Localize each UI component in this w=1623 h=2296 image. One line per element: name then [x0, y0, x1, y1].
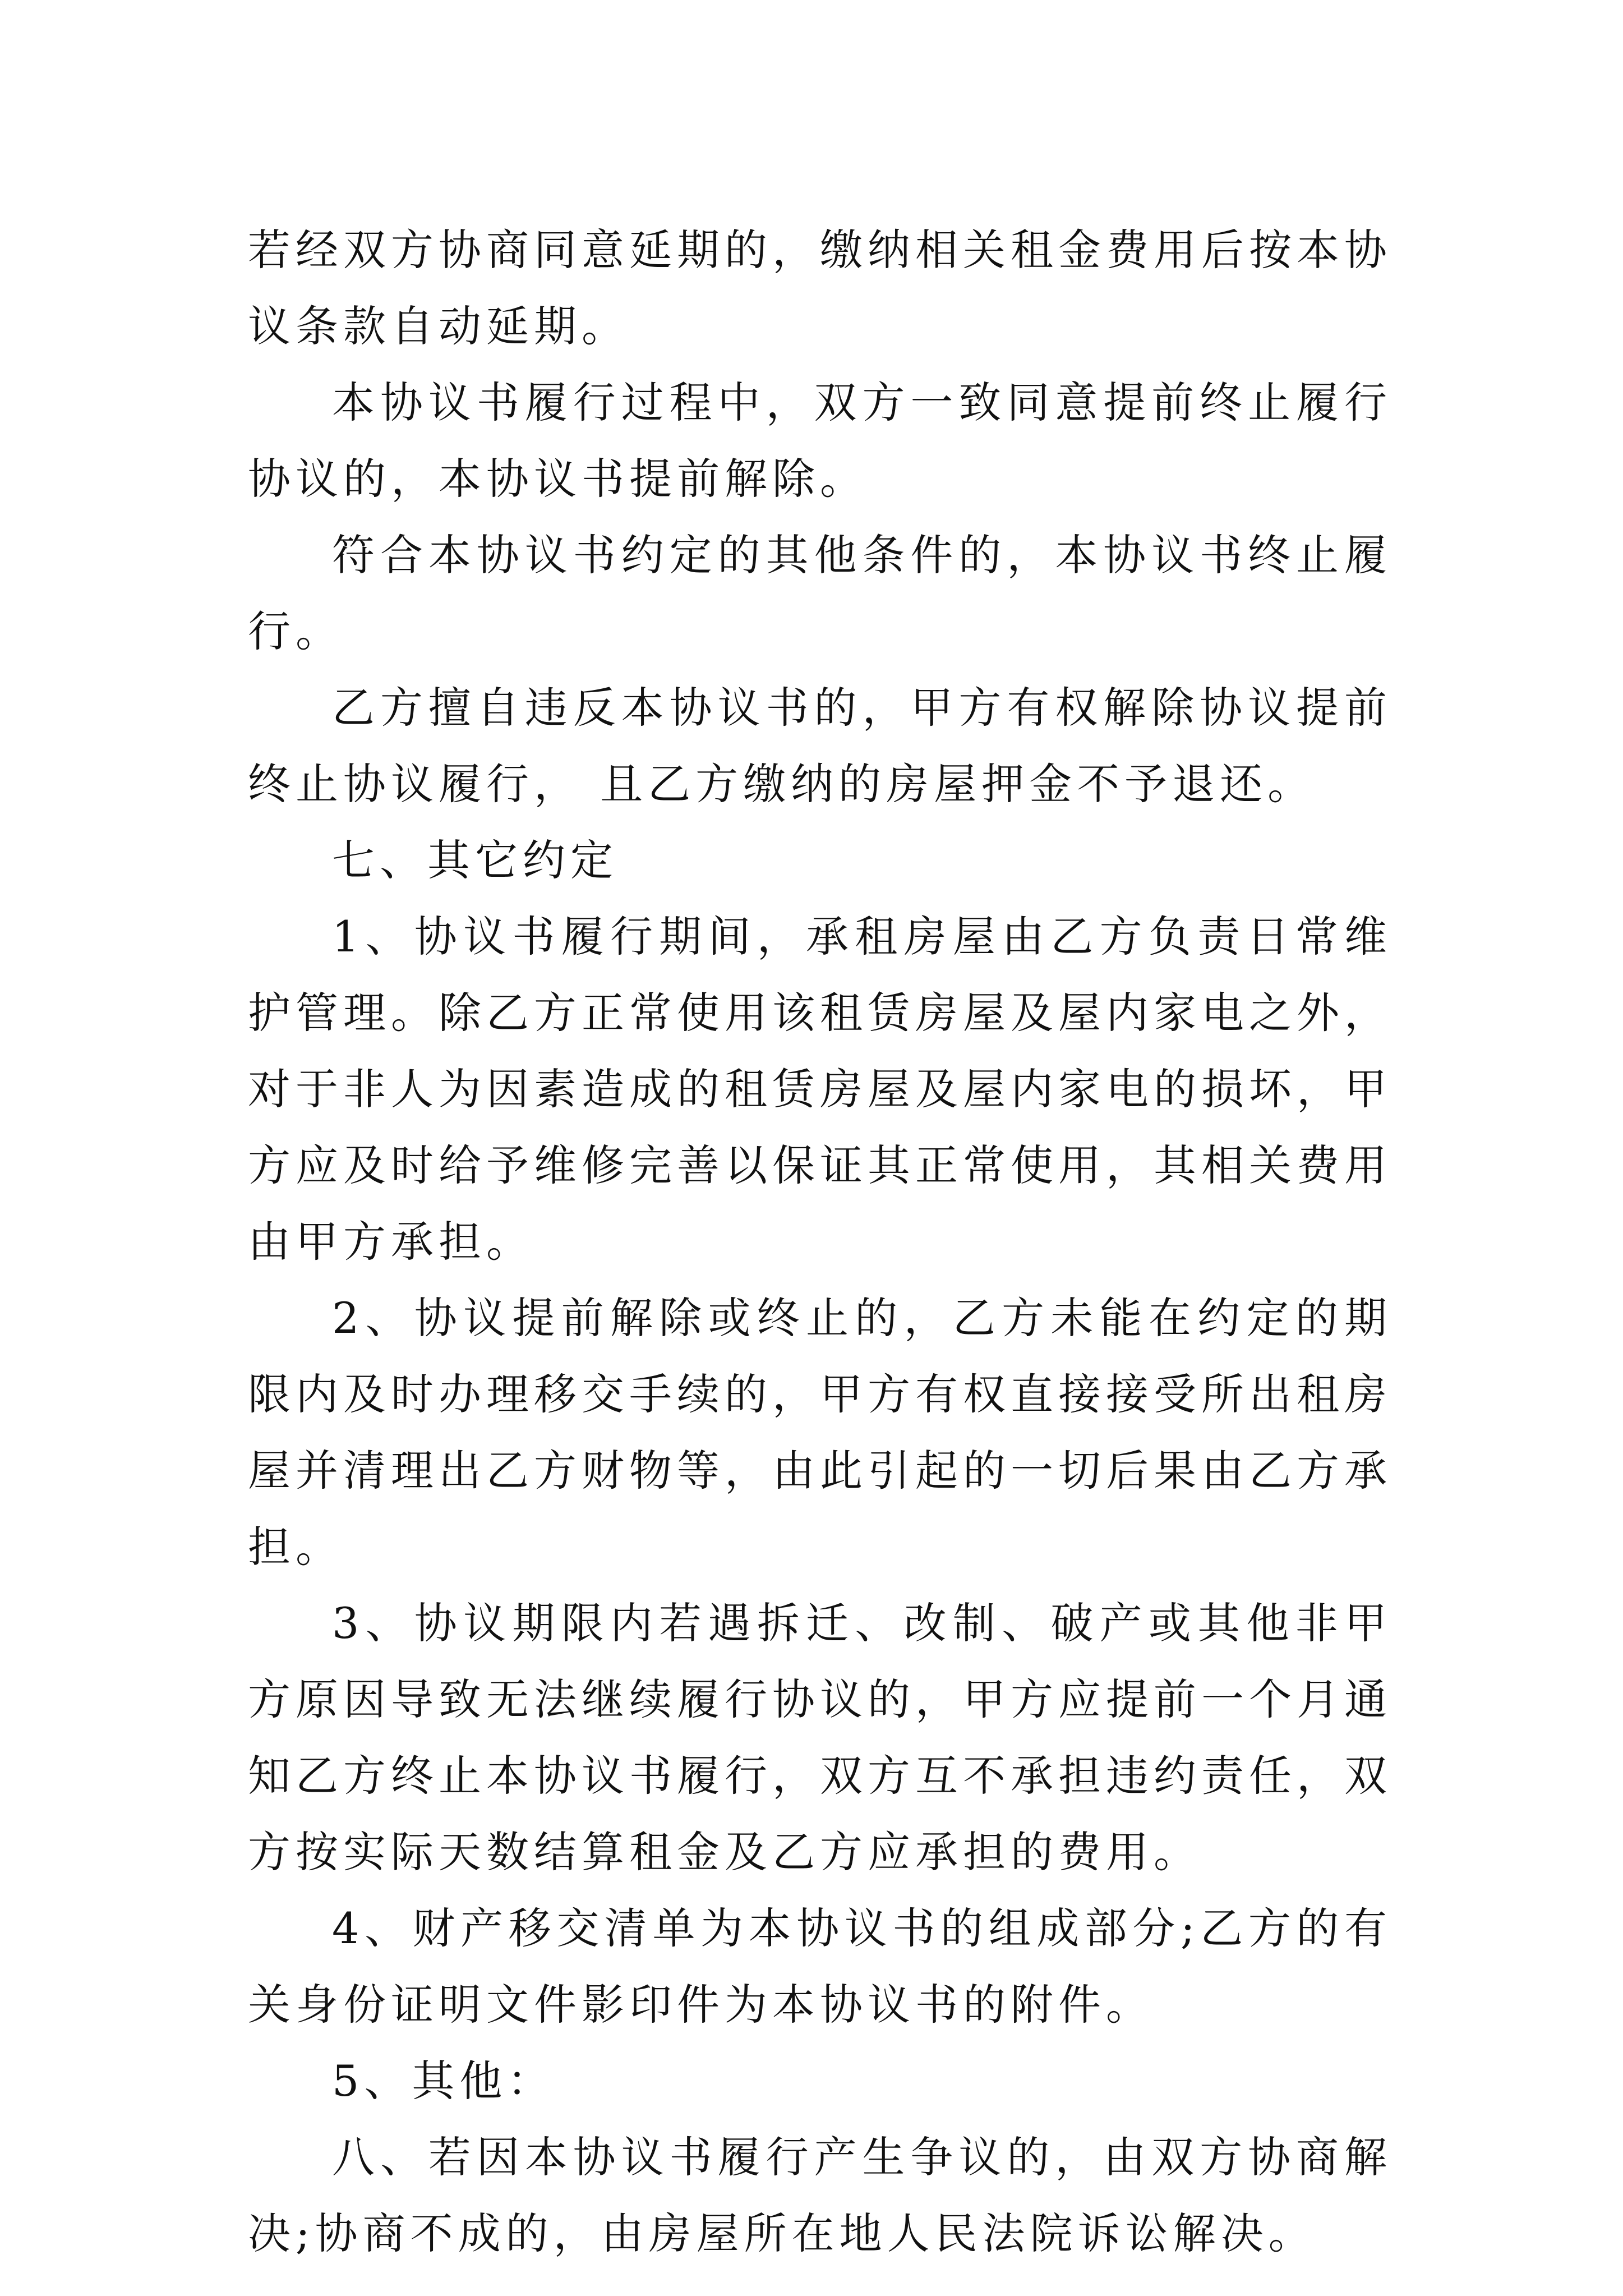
clause-2-handover: 2、协议提前解除或终止的，乙方未能在约定的期限内及时办理移交手续的，甲方有权直接接受所出租房屋并清理出乙方财物等，由此引起的一切后果由乙方承担。: [248, 1293, 1392, 1572]
clause-4-attachments: 4、财产移交清单为本协议书的组成部分;乙方的有关身份证明文件影印件为本协议书的附件。: [248, 1903, 1392, 2030]
paragraph-extension-terms: 若经双方协商同意延期的，缴纳相关租金费用后按本协议条款自动延期。: [248, 225, 1392, 351]
clause-3-force-majeure: 3、协议期限内若遇拆迁、改制、破产或其他非甲方原因导致无法继续履行协议的，甲方应提前一个月通知乙方终止本协议书履行，双方互不承担违约责任，双方按实际天数结算租金及乙方应承担的费用。: [248, 1598, 1392, 1877]
clause-1-maintenance: 1、协议书履行期间，承租房屋由乙方负责日常维护管理。除乙方正常使用该租赁房屋及屋内家电之外，对于非人为因素造成的租赁房屋及屋内家电的损坏，甲方应及时给予维修完善以保证其正常使用，其相关费用由甲方承担。: [248, 912, 1392, 1267]
paragraph-other-conditions: 符合本协议书约定的其他条件的，本协议书终止履行。: [248, 530, 1392, 656]
document-body: [248, 212, 1392, 2272]
section-heading-other-agreements: 七、其它约定: [332, 835, 618, 885]
clause-5-other: 5、其他：: [332, 2056, 555, 2106]
paragraph-breach: 乙方擅自违反本协议书的，甲方有权解除协议提前终止协议履行， 且乙方缴纳的房屋押金不予退还。: [248, 683, 1392, 809]
paragraph-early-termination: 本协议书履行过程中，双方一致同意提前终止履行协议的，本协议书提前解除。: [248, 378, 1392, 504]
section-8-disputes: 八、若因本协议书履行产生争议的，由双方协商解决;协商不成的，由房屋所在地人民法院诉讼解决。: [248, 2132, 1392, 2258]
